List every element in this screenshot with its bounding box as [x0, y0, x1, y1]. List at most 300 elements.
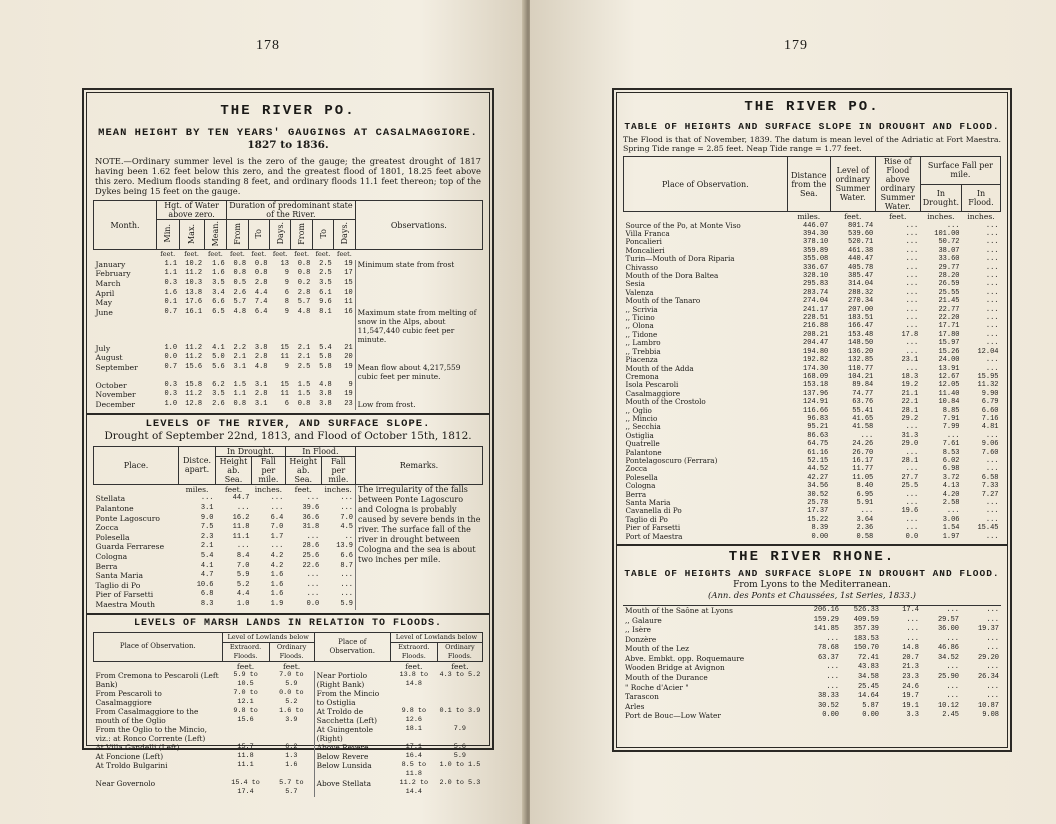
table-row: [94, 344, 483, 354]
level-value: 25.6: [302, 551, 320, 560]
station-value: ...: [905, 465, 919, 474]
gauge-value: 11: [280, 390, 289, 399]
gauge-value: 19: [344, 259, 353, 268]
station-name: Sesia: [625, 279, 645, 289]
station-value: ...: [905, 238, 919, 247]
marsh-place-right: Near Portiolo (Right Bank): [314, 671, 390, 689]
station-value: 19.6: [901, 507, 919, 516]
level-value: 4.1: [200, 561, 214, 570]
table-row: [623, 692, 1001, 702]
station-value: 42.27: [807, 473, 829, 482]
unit-feet: feet.: [184, 250, 199, 259]
station-value: 24.26: [852, 440, 874, 449]
gauge-value: 5.4: [319, 343, 332, 352]
station-value: 64.75: [807, 440, 829, 449]
station-name: Cavanella di Po: [625, 506, 682, 516]
station-value: 1.97: [942, 532, 960, 541]
station-value: 6.95: [856, 490, 874, 499]
level-value: 3.1: [200, 503, 214, 512]
station-value: 159.29: [813, 615, 839, 624]
table-row: [94, 381, 483, 391]
station-value: 148.50: [848, 339, 874, 348]
level-value: 4.4: [236, 590, 250, 599]
unit-feet-4: feet.: [451, 661, 469, 671]
observation: [355, 298, 482, 308]
station-value: 10.84: [938, 398, 960, 407]
table-row: [624, 440, 1001, 448]
station-value: ...: [986, 605, 999, 614]
station-value: 15.45: [977, 524, 999, 533]
level-value: 22.6: [302, 561, 320, 570]
unit-inches-po: inches.: [927, 212, 955, 221]
table-row: [624, 482, 1001, 490]
station-value: ...: [985, 221, 999, 230]
marsh-place-left: From Pescaroli to Casalmaggiore: [95, 689, 162, 708]
gauge-value: 10: [344, 288, 353, 297]
gauge-value: 3.1: [254, 380, 268, 389]
level-value: 11.8: [232, 523, 250, 532]
gauge-value: 11.2: [185, 269, 203, 278]
station-value: ...: [905, 305, 919, 314]
gauge-value: 5.7: [297, 298, 311, 307]
level-value: ...: [236, 542, 250, 551]
col-place: Place.: [94, 446, 179, 484]
station-value: ...: [905, 364, 919, 373]
station-value: 8.40: [856, 482, 874, 491]
table-row: [624, 407, 1001, 415]
level-value: 13.9: [336, 542, 354, 551]
station-value: 405.78: [848, 263, 874, 272]
unit-miles: miles.: [185, 484, 209, 494]
station-value: ...: [986, 634, 999, 643]
station-value: ...: [905, 272, 919, 281]
station-name: ,, Trebbia: [625, 346, 661, 356]
gauge-value: 2.6: [233, 288, 247, 297]
gauge-value: 7.4: [254, 298, 268, 307]
level-value: ...: [306, 571, 320, 580]
station-name: ,, Ticino: [625, 313, 655, 323]
station-value: ...: [946, 431, 960, 440]
level-value: ...: [340, 580, 354, 589]
gauge-value: 6: [284, 400, 289, 409]
table-row: [624, 322, 1001, 330]
gauge-value: 1.6: [212, 259, 225, 268]
section1-title: MEAN HEIGHT BY TEN YEARS' GAUGINGS AT CASALMAGGIORE.: [98, 127, 478, 139]
station-value: 63.76: [852, 398, 874, 407]
station-value: ...: [946, 634, 959, 643]
station-value: ...: [905, 490, 919, 499]
marsh-place-right: Above Revere: [314, 743, 390, 752]
station-value: ...: [985, 322, 999, 331]
station-value: ...: [905, 524, 919, 533]
right-page: [530, 0, 1056, 824]
station-name: Villa Franca: [625, 229, 670, 238]
station-value: 11.40: [938, 389, 960, 398]
station-value: 12.04: [977, 347, 999, 356]
marsh-place-left: From Casalmaggiore to the mouth of the Oglio: [95, 707, 199, 726]
station-value: 385.47: [848, 272, 874, 281]
col-from-2: From: [297, 222, 307, 245]
extr-value-right: 8.5 to 11.8: [401, 761, 427, 779]
station-value: 11.32: [977, 381, 999, 390]
table-row: [624, 423, 1001, 431]
level-value: 5.4: [200, 551, 214, 560]
station-value: 283.74: [803, 288, 829, 297]
gauge-value: 0.7: [164, 362, 178, 371]
station-value: 33.60: [938, 255, 960, 264]
station-value: ...: [905, 297, 919, 306]
station-value: 26.59: [938, 280, 960, 289]
unit-feet-1: feet.: [236, 661, 255, 671]
unit-feet-2: feet.: [282, 661, 301, 671]
gauge-value: 3.4: [212, 288, 225, 297]
gauge-value: 3.1: [254, 400, 268, 409]
month-name: September: [95, 362, 138, 372]
level-value: ...: [306, 580, 320, 589]
station-value: 72.41: [857, 653, 879, 662]
station-value: 46.86: [937, 644, 959, 653]
table-row: [624, 331, 1001, 339]
marsh-place-left: From Cremona to Pescaroli (Left Bank): [95, 671, 219, 690]
station-name: Chivasso: [625, 262, 658, 272]
place-name: Taglio di Po: [95, 580, 141, 590]
place-name: Stellata: [95, 494, 126, 504]
station-value: 25.90: [937, 673, 959, 682]
station-value: 208.21: [803, 330, 829, 339]
table-row: [624, 474, 1001, 482]
extr-value-right: 17.1: [405, 743, 422, 752]
station-value: 0.00: [811, 532, 829, 541]
station-value: ...: [985, 532, 999, 541]
col-fall-f: Fall per mile.: [321, 456, 355, 484]
station-value: 2.36: [856, 524, 874, 533]
station-value: 7.61: [942, 440, 960, 449]
station-value: 11.77: [852, 465, 874, 474]
station-value: 228.51: [803, 314, 829, 323]
gauge-value: 2.5: [297, 362, 311, 371]
col-drought: In Drought.: [216, 446, 286, 456]
place-name: Berra: [95, 561, 118, 571]
gauge-value: 1.6: [212, 269, 225, 278]
station-value: ...: [985, 230, 999, 238]
table-row: [623, 625, 1001, 635]
gauge-value: 4.8: [254, 362, 268, 371]
station-name: ,, Isère: [625, 625, 652, 635]
section2-subtitle: Drought of September 22nd, 1813, and Flood of October 15th, 1812.: [104, 429, 472, 442]
unit-feet2-po: feet.: [889, 212, 907, 221]
station-value: 22.1: [901, 398, 919, 407]
station-value: ...: [946, 221, 960, 230]
table-row: [624, 365, 1001, 373]
station-value: 31.3: [901, 431, 919, 440]
station-value: 288.32: [848, 288, 874, 297]
station-name: Source of the Po, at Monte Viso: [625, 220, 741, 230]
station-name: Tarascon: [625, 692, 659, 702]
col-level-left: Level of Lowlands below: [222, 632, 314, 642]
station-name: Port de Bouc—Low Water: [625, 711, 721, 721]
marsh-place-right: From the Mincio to Ostiglia: [314, 689, 390, 707]
level-value: 1.6: [270, 580, 284, 589]
station-value: 207.00: [848, 305, 874, 314]
station-value: 4.20: [942, 490, 960, 499]
station-value: 3.3: [906, 711, 919, 720]
unit-feet: feet.: [160, 250, 176, 259]
col-in-flood: In Flood.: [962, 184, 1001, 212]
level-value: 7.5: [200, 523, 214, 532]
station-value: ...: [985, 356, 999, 365]
po-subtitle: TABLE OF HEIGHTS AND SURFACE SLOPE IN DROUGHT AND FLOOD.: [624, 121, 1000, 132]
observation: [355, 381, 482, 391]
gauge-value: 2.8: [254, 353, 268, 362]
units-row: [94, 250, 483, 260]
station-value: 19.37: [977, 625, 999, 634]
gauge-value: 2.1: [297, 353, 311, 362]
station-value: 19.7: [902, 692, 919, 701]
marsh-place-right: Below Revere: [314, 752, 390, 761]
observation: [355, 353, 482, 363]
col-max: Max.: [187, 223, 197, 244]
gauging-table: [93, 200, 483, 410]
table-row: [94, 779, 483, 797]
station-name: Mouth of the Saône at Lyons: [625, 605, 733, 615]
ord-value-left: 7.0 to 5.9: [279, 671, 304, 689]
station-value: 44.52: [807, 465, 829, 474]
col-place-right: Place of Observation.: [314, 632, 390, 661]
station-value: ...: [985, 238, 999, 247]
table-row: [624, 348, 1001, 356]
station-value: 357.39: [853, 625, 879, 634]
gauge-value: 9.6: [319, 298, 332, 307]
table-row: [624, 272, 1001, 280]
gauge-value: 13.8: [185, 288, 203, 297]
po-title: THE RIVER PO.: [744, 99, 880, 115]
gauge-value: 19: [344, 390, 353, 399]
col-surface-fall: Surface Fall per mile.: [920, 157, 1000, 185]
level-value: 5.9: [236, 571, 250, 580]
level-value: ...: [270, 542, 284, 551]
gauge-value: 11: [280, 353, 289, 362]
station-value: ...: [905, 423, 919, 432]
station-value: 183.51: [848, 314, 874, 323]
station-value: 52.15: [807, 456, 829, 465]
table-row: [94, 269, 483, 279]
col-days-2: Days.: [339, 222, 349, 245]
col-days-1: Days.: [275, 222, 285, 245]
level-value: ...: [306, 494, 320, 503]
station-value: ...: [985, 339, 999, 348]
place-name: Cologna: [95, 551, 128, 561]
gauge-value: 2.2: [233, 343, 247, 352]
level-value: ..: [344, 532, 354, 541]
station-value: ...: [985, 305, 999, 314]
station-name: Turin—Mouth of Dora Riparia: [625, 254, 735, 264]
station-value: 355.08: [803, 255, 829, 264]
station-name: Quatrelle: [625, 439, 660, 449]
station-name: Wooden Bridge at Avignon: [625, 663, 725, 673]
station-name: Mouth of the Tanaro: [625, 296, 701, 306]
station-name: ,, Secchia: [625, 422, 661, 432]
unit-feet: feet.: [230, 250, 245, 259]
observation: [355, 289, 482, 299]
station-value: 23.3: [902, 673, 919, 682]
station-value: 24.00: [938, 356, 960, 365]
station-name: Pier of Farsetti: [625, 523, 681, 533]
section1-note: NOTE.—Ordinary summer level is the zero of the gauge; the greatest drought of 1817 having been 1.62 feet below this zero, and the greatest flood of 1801, 18.25 feet above this zero. Medium floods standing 8 feet, and ordinary floods 11.1 feet thereon; top of the Dykes being 15 feet on the gauge.: [95, 156, 481, 197]
table-row: [624, 465, 1001, 473]
station-value: ...: [946, 682, 959, 691]
month-name: October: [95, 380, 127, 390]
station-value: 26.70: [852, 448, 874, 457]
station-value: 16.17: [852, 456, 874, 465]
station-value: 25.45: [857, 682, 879, 691]
station-value: 9.90: [981, 389, 999, 398]
col-remarks: Remarks.: [356, 446, 483, 484]
station-value: 801.74: [848, 221, 874, 230]
extr-value-left: 7.0 to 12.1: [233, 689, 258, 707]
station-value: 34.52: [937, 653, 959, 662]
month-name: June: [95, 307, 113, 317]
unit-feet-po: feet.: [844, 212, 862, 221]
ord-value-right: 2.0 to 5.3: [439, 779, 481, 788]
station-value: 116.66: [803, 406, 829, 415]
station-value: ...: [905, 347, 919, 356]
station-value: 14.8: [902, 644, 919, 653]
gauge-value: 6.6: [212, 298, 225, 307]
table-row: [94, 363, 483, 381]
table-row: [94, 743, 483, 752]
gauge-value: 6: [284, 288, 289, 297]
month-name: January: [95, 259, 126, 269]
table-row: [624, 280, 1001, 288]
station-value: 8.85: [942, 406, 960, 415]
left-frame: [82, 88, 494, 797]
unit-feet-d: feet.: [224, 484, 243, 494]
station-value: 21.1: [901, 389, 919, 398]
station-value: 11.05: [852, 473, 874, 482]
extr-value-left: 15.7: [237, 743, 254, 752]
station-value: 17.8: [901, 330, 919, 339]
station-value: 41.58: [852, 423, 874, 432]
station-value: 3.64: [856, 515, 874, 524]
gauge-value: 9: [284, 307, 289, 316]
level-value: 1.6: [270, 590, 284, 599]
col-level-summer: Level of ordinary Summer Water.: [830, 157, 875, 212]
station-value: 206.16: [813, 605, 839, 614]
col-place-left: Place of Observation.: [94, 632, 223, 661]
gauge-value: 2.8: [297, 288, 311, 297]
station-value: 336.67: [803, 263, 829, 272]
station-value: 192.82: [803, 356, 829, 365]
month-name: May: [95, 298, 113, 308]
page-number-left: 178: [256, 38, 280, 53]
marsh-place-right: At Guingentole (Right): [314, 725, 390, 743]
table-row: [94, 298, 483, 308]
gauge-value: 2.5: [319, 259, 332, 268]
station-value: 4.81: [981, 423, 999, 432]
station-value: ...: [946, 692, 959, 701]
table-row: [624, 255, 1001, 263]
gauge-value: 11: [344, 298, 353, 307]
station-value: 28.1: [901, 406, 919, 415]
gauge-value: 8: [284, 298, 289, 307]
ord-value-left: 0.0 to 5.2: [279, 689, 304, 707]
station-value: 61.16: [807, 448, 829, 457]
station-value: ...: [985, 255, 999, 264]
section1-subtitle: 1827 to 1836.: [247, 139, 329, 151]
gauge-value: 2.8: [254, 390, 268, 399]
gauge-value: 0.8: [233, 400, 247, 409]
gauge-value: 12.8: [185, 400, 203, 409]
gauge-value: 11.2: [185, 353, 203, 362]
station-value: ...: [826, 673, 839, 682]
extr-value-right: 13.8 to 14.8: [399, 671, 429, 689]
level-value: 36.6: [302, 513, 320, 522]
station-value: 3.06: [942, 515, 960, 524]
unit-feet: feet.: [272, 250, 288, 259]
page-number-right: 179: [784, 38, 808, 53]
station-value: 74.77: [852, 389, 874, 398]
station-value: 55.41: [852, 406, 874, 415]
gauge-value: 0.7: [164, 307, 178, 316]
station-value: ...: [985, 330, 999, 339]
station-value: 78.68: [817, 644, 839, 653]
gauge-value: 1.1: [233, 390, 247, 399]
station-value: ...: [985, 465, 999, 474]
level-value: 10.6: [196, 580, 214, 589]
gauge-value: 0.0: [164, 353, 178, 362]
station-value: ...: [860, 431, 874, 440]
station-name: ,, Tidone: [625, 329, 658, 339]
station-value: ...: [905, 499, 919, 507]
station-value: 21.3: [902, 663, 919, 672]
station-value: ...: [986, 615, 999, 624]
station-value: 22.77: [938, 305, 960, 314]
extr-value-left: 15.4 to 17.4: [231, 779, 260, 797]
station-name: Taglio di Po: [625, 514, 668, 524]
gauge-value: 2.6: [212, 400, 225, 409]
station-value: 4.13: [942, 482, 960, 491]
station-value: 174.30: [803, 364, 829, 373]
level-value: ...: [270, 503, 284, 512]
place-name: Ponte Lagoscuro: [95, 513, 160, 523]
station-name: " Roche d'Acier ": [625, 682, 689, 692]
station-value: ...: [905, 263, 919, 272]
table-row: [624, 238, 1001, 246]
station-value: 526.33: [853, 605, 879, 614]
station-value: 359.89: [803, 246, 829, 255]
table-row: [624, 314, 1001, 322]
station-name: Valenza: [625, 287, 654, 297]
station-value: 41.65: [852, 414, 874, 423]
station-value: ...: [906, 615, 919, 624]
marsh-place-left: Near Governolo: [95, 779, 156, 789]
table-row: [94, 752, 483, 761]
level-value: 2.3: [200, 532, 214, 541]
gauge-value: 0.5: [233, 278, 247, 287]
station-value: 153.18: [803, 381, 829, 390]
station-value: 17.80: [938, 330, 960, 339]
marsh-place-left: At Troldo Bulgarini: [95, 761, 168, 771]
col-place-obs: Place of Observation.: [624, 157, 788, 212]
station-value: 6.79: [981, 398, 999, 407]
station-value: 168.09: [803, 372, 829, 381]
station-value: 378.10: [803, 238, 829, 247]
station-value: ...: [985, 456, 999, 465]
station-value: 2.58: [942, 499, 960, 507]
rhone-subtitle: TABLE OF HEIGHTS AND SURFACE SLOPE IN DROUGHT AND FLOOD.: [624, 568, 1000, 580]
table-row: [94, 725, 483, 743]
gauge-value: 9: [284, 269, 289, 278]
